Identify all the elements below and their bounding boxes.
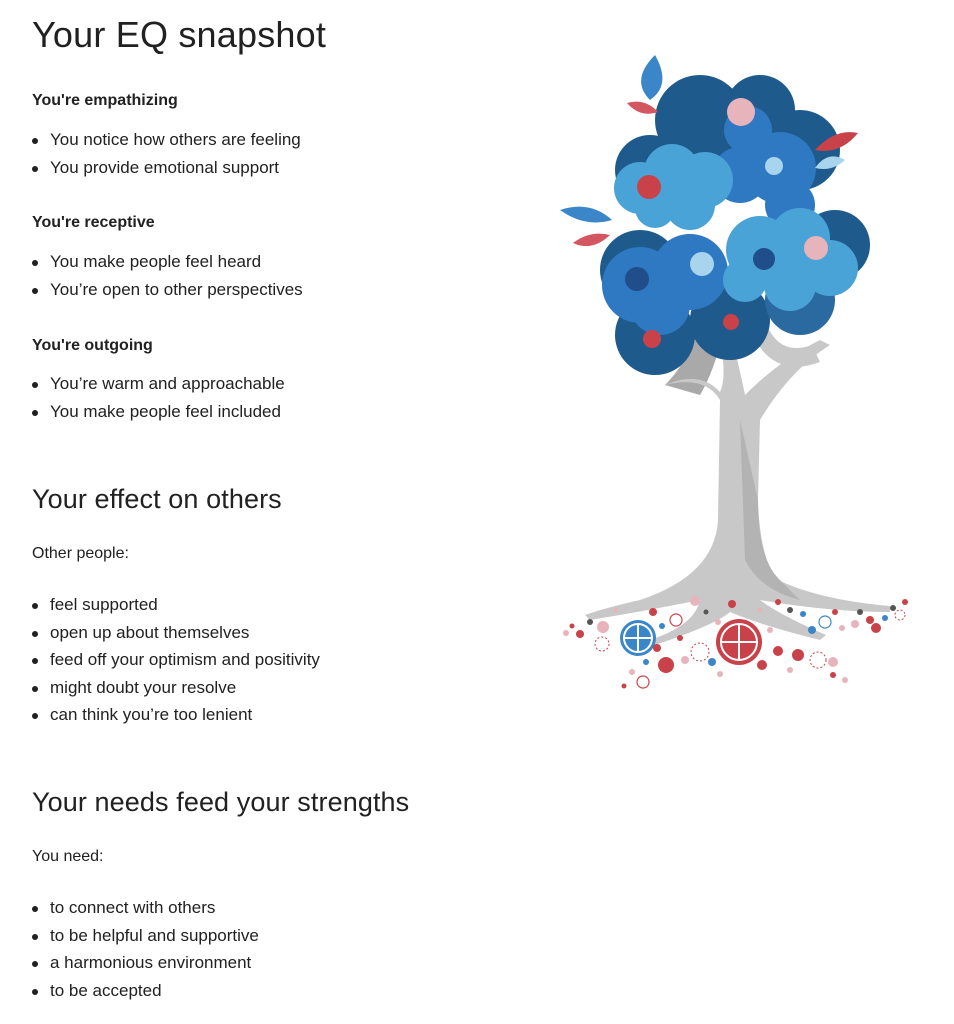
trait-list-empathizing <box>32 126 301 181</box>
list-item: You make people feel included <box>32 398 285 426</box>
trait-heading-receptive: You're receptive <box>32 214 155 231</box>
needs-section-title: Your needs feed your strengths <box>32 787 410 817</box>
list-item: might doubt your resolve <box>32 674 320 702</box>
list-item: You notice how others are feeling <box>32 126 301 154</box>
list-item: You make people feel heard <box>32 248 303 276</box>
effect-section-title: Your effect on others <box>32 484 282 514</box>
list-item: You’re warm and approachable <box>32 370 285 398</box>
effect-list <box>32 591 320 729</box>
list-item: You provide emotional support <box>32 154 301 182</box>
trait-list-outgoing <box>32 370 285 425</box>
tree-illustration-icon <box>555 50 915 700</box>
needs-intro: You need: <box>32 848 104 865</box>
trait-heading-outgoing: You're outgoing <box>32 337 153 354</box>
effect-intro: Other people: <box>32 545 129 562</box>
list-item: to be accepted <box>32 977 259 1005</box>
list-item: feed off your optimism and positivity <box>32 646 320 674</box>
needs-list <box>32 894 259 1004</box>
list-item: can think you’re too lenient <box>32 701 320 729</box>
list-item: You’re open to other perspectives <box>32 276 303 304</box>
list-item: to connect with others <box>32 894 259 922</box>
list-item: to be helpful and supportive <box>32 922 259 950</box>
trait-list-receptive <box>32 248 303 303</box>
tree-canopy <box>600 75 870 375</box>
list-item: a harmonious environment <box>32 949 259 977</box>
trait-heading-empathizing: You're empathizing <box>32 92 178 109</box>
page-title: Your EQ snapshot <box>32 14 327 55</box>
list-item: feel supported <box>32 591 320 619</box>
list-item: open up about themselves <box>32 619 320 647</box>
